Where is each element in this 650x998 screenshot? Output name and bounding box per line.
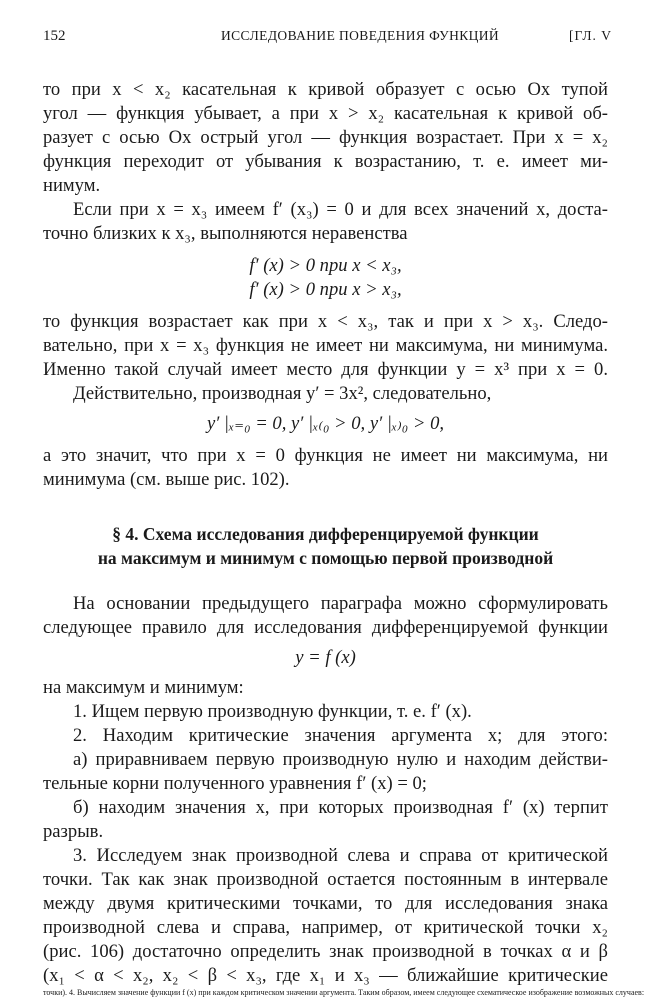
text-line: а это значит, что при x = 0 функция не имеет ни максимума, ни bbox=[43, 445, 608, 466]
text-line: Если при x = x₃ имеем f′ (x₃) = 0 и для всех значений x, доста- bbox=[73, 199, 608, 220]
list-item: 3. Исследуем знак производной слева и справа от критической bbox=[73, 845, 608, 866]
text-line: (рис. 106) достаточно определить знак производной в точках α и β bbox=[43, 941, 608, 962]
text-line: вательно, при x = x₃ функция не имеет ни максимума, ни минимума. bbox=[43, 335, 608, 356]
text-line: на максимум и минимум: bbox=[43, 677, 244, 698]
list-item: а) приравниваем первую производную нулю и находим действи- bbox=[73, 749, 608, 770]
running-header bbox=[43, 28, 612, 54]
text-line: точки. Так как знак производной остается постоянным в интервале bbox=[43, 869, 608, 890]
text-line: функция переходит от убывания к возрастанию, т. е. имеет ми- bbox=[43, 151, 608, 172]
text-line: разует с осью Ox острый угол — функция возрастает. При x = x₂ bbox=[43, 127, 608, 148]
section-heading: на максимум и минимум с помощью первой производной bbox=[97, 548, 554, 568]
chapter-label: [ГЛ. V bbox=[569, 28, 612, 43]
text-line: угол — функция убывает, а при x > x₂ касательная к кривой об- bbox=[43, 103, 608, 124]
text-line: то функция возрастает как при x < x₃, так и при x > x₃. Следо- bbox=[43, 311, 608, 332]
list-item: 2. Находим критические значения аргумента x; для этого: bbox=[73, 725, 608, 746]
text-line: нимум. bbox=[43, 175, 101, 196]
formula-line: y′ |ₓ₌₀ = 0, y′ |ₓ₍₀ > 0, y′ |ₓ₎₀ > 0, bbox=[206, 413, 445, 434]
text-line: минимума (см. выше рис. 102). bbox=[43, 469, 290, 490]
page-number: 152 bbox=[43, 28, 66, 44]
text-line: между двумя критическими точками, то для исследования знака bbox=[43, 893, 608, 914]
text-line: возможных случаев: bbox=[574, 988, 645, 997]
text-line: Действительно, производная y′ = 3x², следовательно, bbox=[73, 383, 492, 404]
text-line: На основании предыдущего параграфа можно сформулировать bbox=[73, 593, 608, 614]
overflow-strip bbox=[0, 988, 650, 998]
text-line: тельные корни полученного уравнения f′ (x) = 0; bbox=[43, 773, 427, 794]
text-line: разрыв. bbox=[43, 821, 104, 842]
section-heading: § 4. Схема исследования дифференцируемой функции bbox=[112, 524, 539, 544]
text-line: значении аргумента. bbox=[286, 988, 357, 997]
text-line: следующее правило для исследования дифференцируемой функции bbox=[43, 617, 608, 638]
list-item: 4. Вычисляем значение функции f (x) при каждом критическом bbox=[69, 988, 285, 997]
running-title: ИССЛЕДОВАНИЕ ПОВЕДЕНИЯ ФУНКЦИЙ bbox=[221, 28, 500, 43]
formula-line: y = f (x) bbox=[295, 647, 356, 668]
text-line: точки). bbox=[43, 988, 68, 997]
list-item: б) находим значения x, при которых производная f′ (x) терпит bbox=[73, 797, 608, 818]
list-item: 1. Ищем первую производную функции, т. е. f′ (x). bbox=[73, 701, 472, 722]
formula-line: f′ (x) > 0 при x < x₃, bbox=[249, 255, 402, 276]
text-line: Именно такой случай имеет место для функции y = x³ при x = 0. bbox=[43, 359, 608, 380]
text-line: (x₁ < α < x₂, x₂ < β < x₃, где x₁ и x₃ — ближайшие критические bbox=[43, 965, 608, 986]
formula-line: f′ (x) > 0 при x > x₃, bbox=[249, 279, 402, 300]
text-line: то при x < x₂ касательная к кривой образует с осью Ox тупой bbox=[43, 79, 608, 100]
text-line: точно близких к x₃, выполняются неравенства bbox=[43, 223, 408, 244]
text-line: производной слева и справа, например, от критической точки x₂ bbox=[43, 917, 608, 938]
text-line: Таким образом, имеем следующее схематическое изображение bbox=[358, 988, 573, 997]
